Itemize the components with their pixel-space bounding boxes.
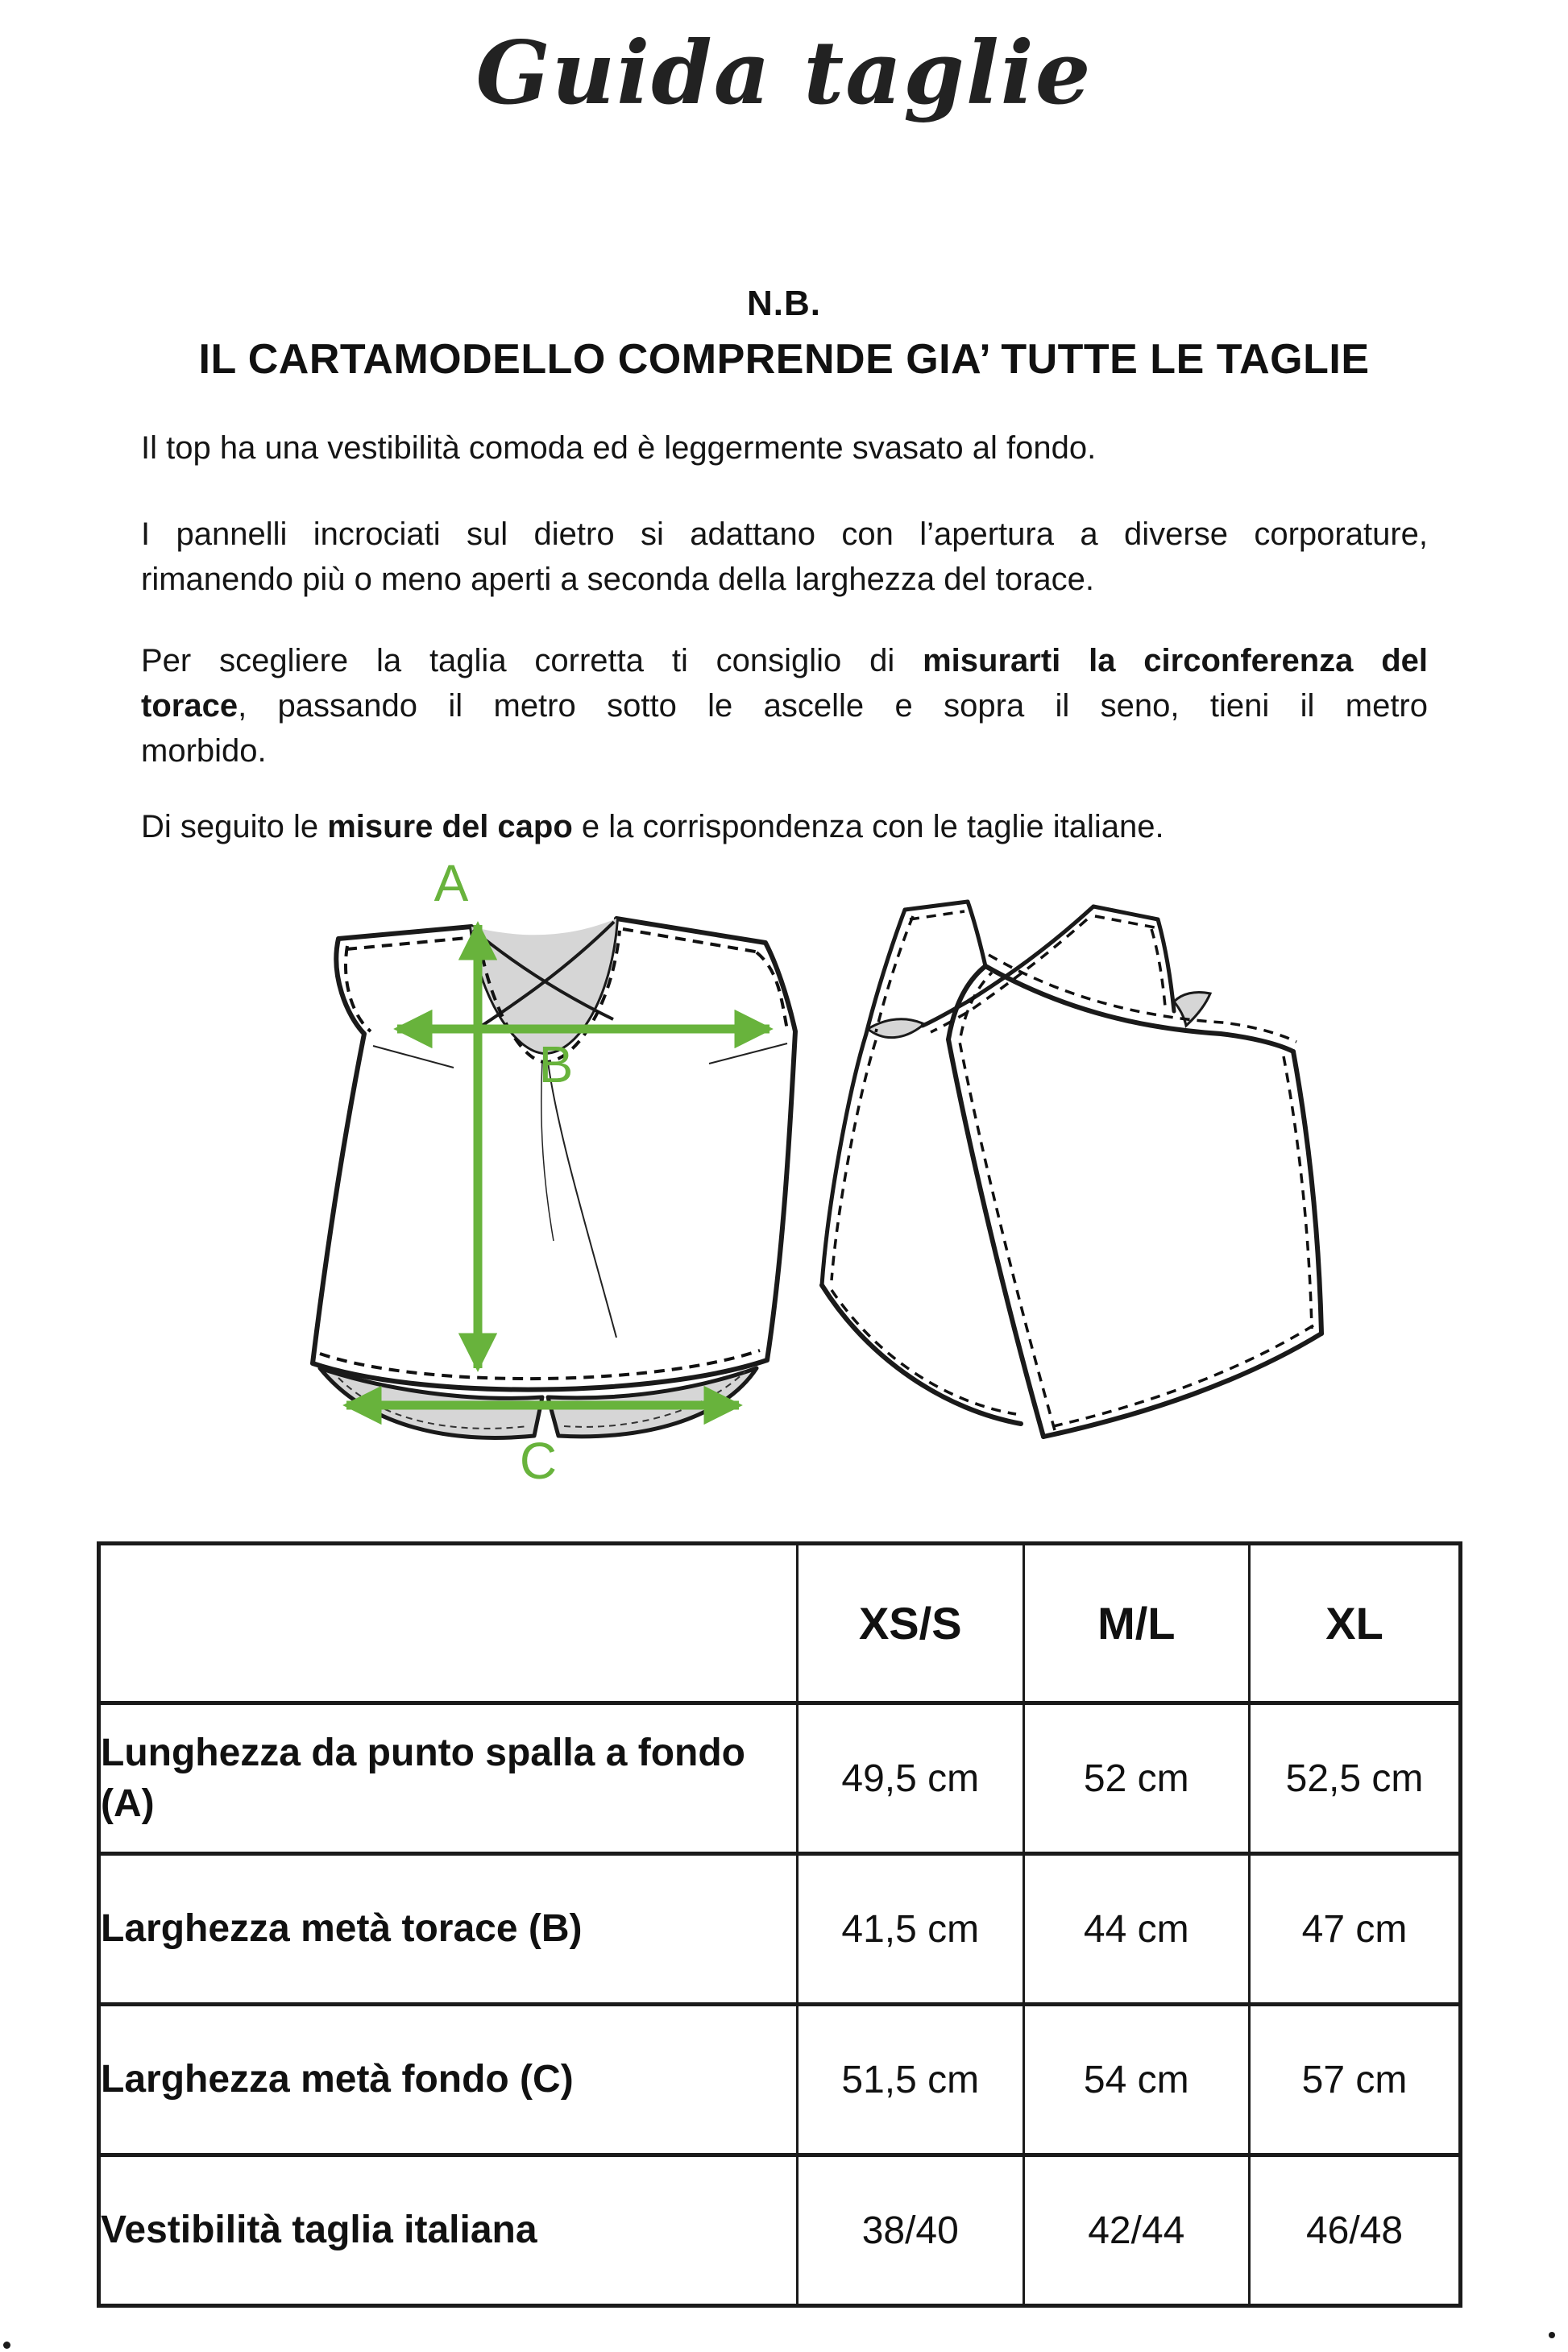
- paragraph-text: e la corrispondenza con le taglie italiane.: [572, 809, 1164, 844]
- value-length-m-l: 52 cm: [1023, 1703, 1250, 1854]
- measure-label-a: A: [433, 862, 469, 912]
- paragraph-how-to-measure: [141, 638, 1428, 774]
- garment-front-drawing: [181, 862, 826, 1507]
- paragraph-text: I pannelli incrociati sul dietro si adattano con l’apertura a diverse corporature,: [141, 516, 1428, 552]
- paragraph-fit-description: [141, 425, 1428, 471]
- row-label-chest-b: Larghezza metà torace (B): [99, 1854, 798, 2005]
- table-row: [99, 1703, 1461, 1854]
- paragraph-text: Di seguito le: [141, 809, 328, 844]
- table-row: [99, 1854, 1461, 2005]
- paragraph-text-bold: misurarti la circonferenza del: [923, 643, 1428, 678]
- size-table-header-row: [99, 1544, 1461, 1703]
- value-length-xs-s: 49,5 cm: [797, 1703, 1023, 1854]
- back-body-fill: [822, 902, 1321, 1437]
- table-row: [99, 2155, 1461, 2306]
- size-table-corner-cell: [99, 1544, 798, 1703]
- size-table: [97, 1541, 1462, 2308]
- page-artifact-dot-right: [1549, 2332, 1555, 2338]
- row-label-italian-size: Vestibilità taglia italiana: [99, 2155, 798, 2306]
- value-hem-m-l: 54 cm: [1023, 2005, 1250, 2155]
- row-label-length-a: Lunghezza da punto spalla a fondo (A): [99, 1703, 798, 1854]
- page-title: Guida taglie: [475, 23, 1093, 124]
- note-heading: IL CARTAMODELLO COMPRENDE GIA’ TUTTE LE TAGLIE: [198, 336, 1370, 383]
- value-hem-xl: 57 cm: [1250, 2005, 1461, 2155]
- measure-label-c: C: [519, 1432, 558, 1490]
- value-italian-xs-s: 38/40: [797, 2155, 1023, 2306]
- paragraph-intro-table: [141, 804, 1428, 849]
- garment-back-drawing: [810, 898, 1358, 1462]
- size-column-xs-s: XS/S: [797, 1544, 1023, 1703]
- paragraph-text: Per scegliere la taglia corretta ti consiglio di: [141, 643, 923, 678]
- size-column-m-l: M/L: [1023, 1544, 1250, 1703]
- row-label-hem-c: Larghezza metà fondo (C): [99, 2005, 798, 2155]
- paragraph-back-panels: [141, 512, 1428, 602]
- table-row: [99, 2005, 1461, 2155]
- note-label: N.B.: [747, 284, 821, 323]
- value-chest-m-l: 44 cm: [1023, 1854, 1250, 2005]
- paragraph-text: rimanendo più o meno aperti a seconda della larghezza del torace.: [141, 562, 1094, 597]
- paragraph-text: , passando il metro sotto le ascelle e sopra il seno, tieni il metro: [238, 688, 1428, 724]
- page-artifact-dot-left: [3, 2342, 10, 2349]
- value-chest-xl: 47 cm: [1250, 1854, 1461, 2005]
- paragraph-text-bold: torace: [141, 688, 239, 724]
- value-chest-xs-s: 41,5 cm: [797, 1854, 1023, 2005]
- paragraph-text: morbido.: [141, 733, 267, 769]
- value-length-xl: 52,5 cm: [1250, 1703, 1461, 1854]
- size-column-xl: XL: [1250, 1544, 1461, 1703]
- value-italian-xl: 46/48: [1250, 2155, 1461, 2306]
- measure-label-b: B: [538, 1035, 574, 1093]
- value-italian-m-l: 42/44: [1023, 2155, 1250, 2306]
- paragraph-text: Il top ha una vestibilità comoda ed è leggermente svasato al fondo.: [141, 430, 1097, 466]
- value-hem-xs-s: 51,5 cm: [797, 2005, 1023, 2155]
- paragraph-text-bold: misure del capo: [327, 809, 573, 844]
